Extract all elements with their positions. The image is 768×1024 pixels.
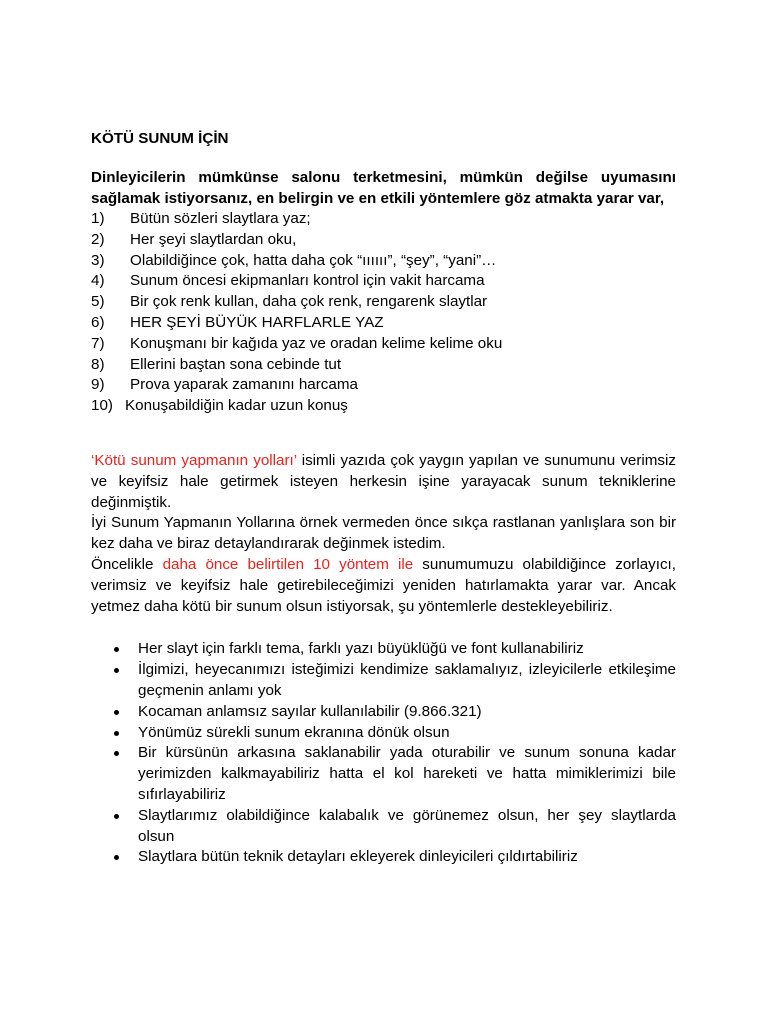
list-number: 1) (91, 210, 105, 227)
bullet-icon (114, 668, 119, 673)
list-text: Slaytlara bütün teknik detayları ekleyerek dinleyicileri çıldırtabiliriz (138, 848, 578, 866)
list-item (91, 639, 676, 660)
list-number: 10) (91, 397, 113, 415)
list-item (91, 806, 676, 848)
list-number: 4) (91, 272, 105, 290)
list-text: Bir kürsünün arkasına saklanabilir yada oturabilir ve sunum sonuna kadar yerimizden kalkmayabiliriz hatta el kol hareketi ve hatta mimiklerimizi bile sıfırlayabiliriz (138, 744, 676, 803)
list-item (91, 230, 676, 251)
list-text: Sunum öncesi ekipmanları kontrol için vakit harcama (130, 272, 485, 290)
extra-methods-list (91, 639, 676, 868)
document-title: KÖTÜ SUNUM İÇİN (91, 130, 229, 147)
list-text: Prova yaparak zamanını harcama (130, 376, 358, 394)
list-item (91, 292, 676, 313)
list-number: 9) (91, 376, 105, 394)
methods-link[interactable]: daha önce belirtilen 10 yöntem ile (162, 555, 414, 573)
list-item (91, 313, 676, 334)
bullet-icon (114, 731, 119, 736)
list-item (91, 209, 676, 230)
list-item (91, 702, 676, 723)
bad-presentation-steps (91, 209, 676, 417)
list-text: Bir çok renk kullan, daha çok renk, rengarenk slaytlar (130, 293, 488, 311)
list-text: Kocaman anlamsız sayılar kullanılabilir (9.866.321) (138, 702, 482, 720)
article-link[interactable]: ‘Kötü sunum yapmanın yolları’ (91, 451, 297, 469)
list-item (91, 743, 676, 805)
paragraph-text: sunumumuzu olabildiğince zorlayıcı, verimsiz ve keyifsiz hale getirebileceğimizi yeniden hatırlamakta yarar var. Ancak yetmez daha kötü bir sunum olsun istiyorsak, şu yöntemlerle destekleyebiliriz. (91, 555, 677, 615)
list-number: 7) (91, 334, 105, 352)
bullet-icon (114, 647, 119, 652)
list-item (91, 355, 676, 376)
list-number: 6) (91, 313, 105, 331)
list-text: Slaytlarımız olabildiğince kalabalık ve görünemez olsun, her şey slaytlarda olsun (138, 806, 676, 845)
list-item (91, 251, 676, 272)
list-item (91, 375, 676, 396)
bullet-icon (114, 814, 119, 819)
list-number: 8) (91, 355, 105, 373)
list-text: Ellerini baştan sona cebinde tut (130, 355, 342, 373)
document-body (91, 128, 676, 868)
list-item (91, 396, 676, 417)
list-item (91, 334, 676, 355)
list-item (91, 723, 676, 744)
bullet-icon (114, 710, 119, 715)
list-text: Konuşabildiğin kadar uzun konuş (125, 397, 348, 415)
methods-paragraph (91, 555, 676, 617)
list-number: 2) (91, 230, 105, 248)
list-text: Bütün sözleri slaytlara yaz; (130, 210, 311, 227)
bullet-icon (114, 855, 119, 860)
paragraph-text: Öncelikle (91, 555, 163, 573)
paragraph-text: isimli yazıda çok yaygın yapılan ve sunumunu verimsiz ve keyifsiz hale getirmek isteyen herkesin işine yarayacak sunum tekniklerine değinmiştik. (91, 451, 676, 511)
list-number: 5) (91, 293, 105, 311)
intro-paragraph: Dinleyicilerin mümkünse salonu terketmesini, mümkün değilse uyumasını sağlamak istiyorsanız, en belirgin ve en etkili yöntemlere göz atmakta yarar var, (91, 169, 676, 207)
list-text: Her şeyi slaytlardan oku, (130, 230, 297, 248)
list-item (91, 660, 676, 702)
list-item (91, 271, 676, 292)
reference-paragraph (91, 451, 676, 513)
bullet-icon (114, 751, 119, 756)
list-text: HER ŞEYİ BÜYÜK HARFLARLE YAZ (130, 313, 384, 331)
list-text: İlgimizi, heyecanımızı isteğimizi kendimize saklamalıyız, izleyicilerle etkileşime geçmenin anlamı yok (138, 661, 676, 699)
list-text: Konuşmanı bir kağıda yaz ve oradan kelime kelime oku (130, 334, 503, 352)
list-text: Olabildiğince çok, hatta daha çok “ıııııı”, “şey”, “yani”… (130, 251, 497, 269)
list-text: Yönümüz sürekli sunum ekranına dönük olsun (138, 723, 450, 741)
list-text: Her slayt için farklı tema, farklı yazı büyüklüğü ve font kullanabiliriz (138, 640, 584, 658)
transition-paragraph: İyi Sunum Yapmanın Yollarına örnek vermeden önce sıkça rastlanan yanlışlara son bir kez daha ve biraz detaylandırarak değinmek istedim. (91, 514, 676, 553)
list-number: 3) (91, 251, 105, 269)
list-item (91, 847, 676, 868)
